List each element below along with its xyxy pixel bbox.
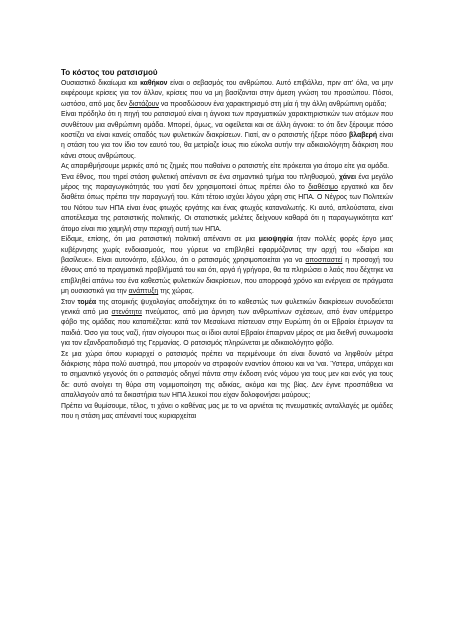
body-paragraph (61, 79, 393, 110)
text-run: Είναι πρόδηλο ότι η πηγή του ρατσισμού είναι η άγνοια των πραγματικών χαρακτηριστικών των ατόμων που συνθέτουν μια ανθρώπινη ομάδα. Μπορεί, όμως, να οφείλεται και σε άλλη άγνοια: το ότι δεν ξέρουμε πόσο κοστίζει να είναι κανείς οπαδός των φυλετικών διακρίσεων. Γιατί, αν ο ρατσιστής ήξερε πόσο (61, 111, 393, 140)
text-run: της χώρας. (158, 288, 194, 296)
text-run: Πρέπει να θυμίσουμε, τέλος, τι χάνει ο καθένας μας με το να αρνιέται τις πνευματικές ανταλλαγές με ομάδες που η στάση μας απέναντί τους κυριαρχείται (61, 402, 393, 420)
text-run: να προσδώσουν ένα χαρακτηρισμό στη μία ή την άλλη ανθρώπινη ομάδα; (158, 100, 387, 108)
text-run: η προσοχή του έθνους από τα πραγματικά προβλήματά του και ότι, αργά ή γρήγορα, θα τα πληρώσει ο λαός που δέχτηκε να επιβληθεί απάνω του ένα καθεστώς φυλετικών διακρίσεων, που απορροφά χρόνο και ενέργεια σε πράγματα μη ουσιαστικά για την (61, 256, 393, 296)
body-paragraph (61, 350, 393, 402)
text-run: της ατομικής ψυχολογίας αποδείχτηκε ότι το καθεστώς των φυλετικών διακρίσεων συνοδεύεται γενικά από μια (61, 298, 393, 316)
body-paragraph (61, 235, 393, 297)
document-body (61, 79, 393, 422)
underlined-term: ανάπτυξη (128, 288, 159, 296)
text-run: πνεύματος, από μια άρνηση των ανθρωπίνων σχέσεων, από έναν υπέρμετρο φόβο της ομάδας που καταπιέζεται: κατά τον Μεσαίωνα πίστευαν στην Ευρώπη ότι οι Εβραίοι έτρωγαν τα παιδιά. Όσο για τους ναζί, ήταν σίγουροι πως οι ίδιοι αυτοί Εβραίοι έπαιρναν μέρος σε μια διεθνή συνωμοσία για τον εξανδραποδισμό της Γερμανίας. Ο ρατσισμός πληρώνεται με αδικαιολόγητο φόβο. (61, 308, 393, 348)
document-title: Το κόστος του ρατσισμού (61, 68, 158, 77)
text-run: Στον (61, 298, 78, 306)
bold-term: καθήκον (140, 80, 168, 87)
text-run: ένα μεγάλο μέρος της παραγωγικότητάς του γιατί δεν χρησιμοποιεί όπως πρέπει όλο το (61, 173, 393, 192)
text-run: Σε μια χώρα όπου κυριαρχεί ο ρατσισμός πρέπει να περιμένουμε ότι είναι δυνατό να ληφθούν μέτρα διάκρισης πάρα πολύ αυστηρά, που μπορούν να στραφούν εναντίον όποιου και να 'ναι. Ύστερα, υπάρχει και το σημαντικό γεγονός ότι ο ρατσισμός οδηγεί πάντα στην έκδοση ενός νόμου για τους μεν και ενός για τους δε: αυτό ανοίγει τη θύρα στη νομιμοποίηση της αδικίας, ακόμα και της βίας. Δεν έγινε προσπάθεια να απαλλαγούν από τα δικαστήρια των ΗΠΑ λευκοί που είχαν δολοφονήσει μαύρους; (61, 350, 393, 400)
body-paragraph (61, 402, 393, 423)
text-run: είναι ο σεβασμός του ανθρώπου. Αυτό επιβάλλει, πριν απ' όλα, να μην εκφέρουμε κρίσεις για τον άλλον, κρίσεις που να μη βασίζονται στην άμεση γνώση του προσώπου. Πόσοι, ωστόσο, από μας δεν (61, 80, 393, 108)
body-paragraph (61, 110, 393, 162)
text-run: ήταν πολλές φορές έργο μιας κυβέρνησης χωρίς ενδοιασμούς, που γύρευε να επιβληθεί εφαρμόζοντας την αρχή του «διαίρει και βασίλευε». Είναι αυτονόητο, εξάλλου, ότι ο ρατσισμός χρησιμοποιείται για να (61, 236, 393, 264)
body-paragraph (61, 298, 393, 350)
text-run: Ας απαριθμήσουμε μερικές από τις ζημιές που παθαίνει ο ρατσιστής είτε πρόκειται για άτομο είτε για ομάδα. (61, 163, 389, 171)
text-run: Ουσιαστικό δικαίωμα και (61, 80, 141, 87)
bold-term: βλαβερή (349, 132, 378, 140)
body-paragraph (61, 173, 393, 235)
bold-term: τομέα (77, 298, 97, 306)
text-run: Ένα έθνος, που τηρεί στάση φυλετική απέναντι σε ένα σημαντικό τμήμα του πληθυσμού, (61, 173, 340, 181)
underlined-term: αποσπαστεί (305, 256, 343, 264)
text-run: Είδαμε, επίσης, ότι μια ρατσιστική πολιτική απέναντι σε μια (61, 236, 259, 244)
bold-term: μειοψηφία (258, 236, 293, 244)
text-run: εργατικό και δεν διαθέτει όπως πρέπει την παραγωγή του. Κάτι τέτοιο ισχύει λόγου χάρη στις ΗΠΑ. Ο Νέγρος των Πολιτειών του Νότου των ΗΠΑ είναι ένας φτωχός εργάτης και ένας φτωχός καταναλωτής. Κι αυτό, απλούστατα, είναι αποτέλεσμα της ρατσιστικής πολιτικής. Οι στατιστικές μελέτες δείχνουν καθαρά ότι η παραγωγικότητα κατ' άτομο είναι πιο χαμηλή στην περιοχή αυτή των ΗΠΑ. (61, 184, 393, 233)
underlined-term: διστάζουν (129, 100, 159, 108)
underlined-term: στενότητα (111, 308, 142, 316)
text-run: είναι η στάση του για τον ίδιο τον εαυτό του, θα μετρίαζε ίσως πιο εύκολα αυτήν την αδικαιολόγητη διάκριση που κάνει στους ανθρώπους. (61, 132, 393, 160)
bold-term: χάνει (339, 173, 357, 181)
underlined-term: διαθέσιμο (308, 184, 338, 192)
body-paragraph (61, 162, 393, 172)
